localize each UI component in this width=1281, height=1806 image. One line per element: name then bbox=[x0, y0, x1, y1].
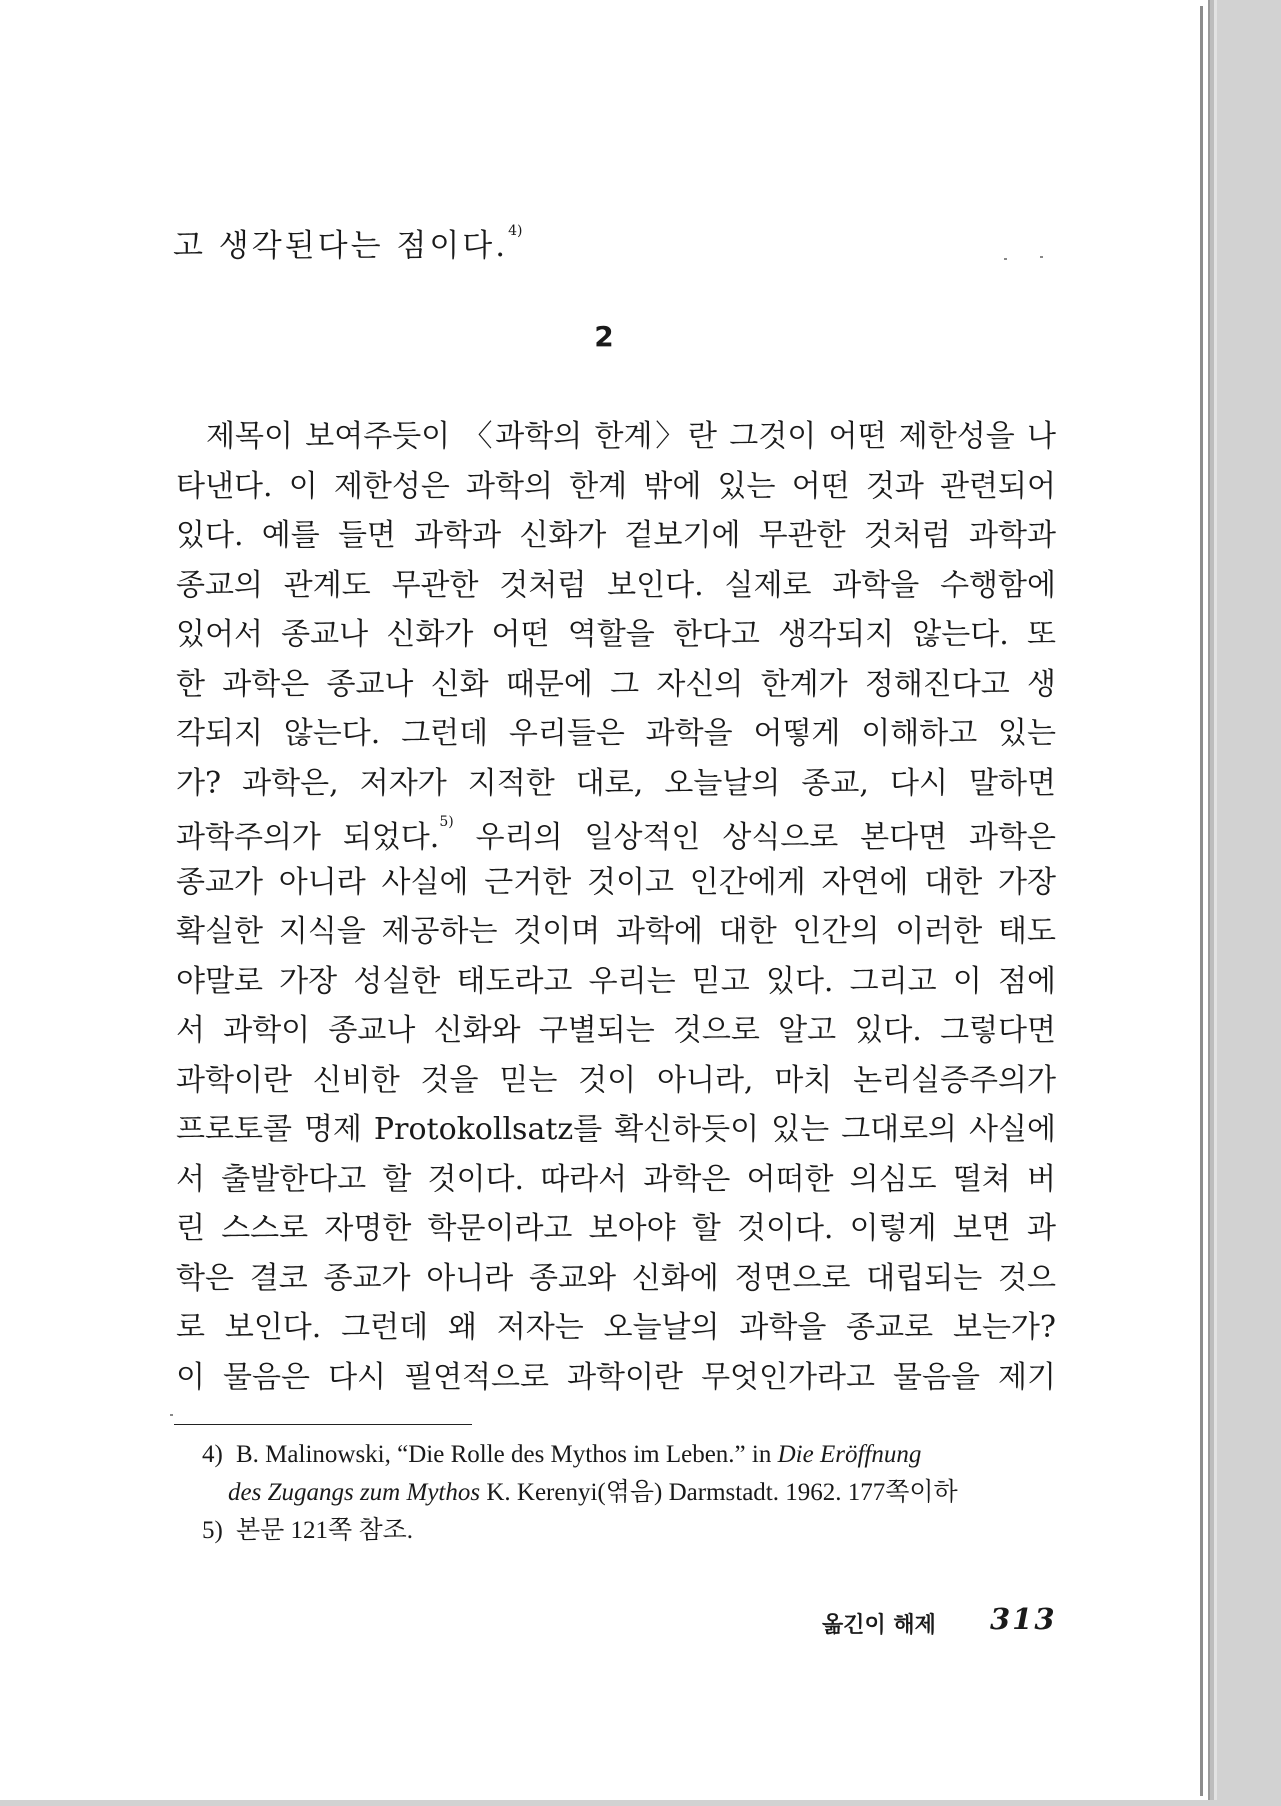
continued-sentence-text: 고 생각된다는 점이다. bbox=[173, 228, 509, 264]
footnote-4 bbox=[202, 1436, 1066, 1474]
text-line: 야말로 가장 성실한 태도라고 우리는 믿고 있다. 그리고 이 점에 bbox=[176, 963, 1056, 999]
text-line: 이 물음은 다시 필연적으로 과학이란 무엇인가라고 물음을 제기 bbox=[176, 1359, 1056, 1395]
text-line: 한 과학은 종교나 신화 때문에 그 자신의 한계가 정해진다고 생 bbox=[176, 666, 1056, 702]
text-line-part: 우리의 일상적인 상식으로 본다면 과학은 bbox=[475, 820, 1056, 855]
footnote-ref-4: 4) bbox=[508, 222, 523, 239]
text-line: 학은 결코 종교가 아니라 종교와 신화에 정면으로 대립되는 것으 bbox=[176, 1260, 1056, 1296]
text-line: 있어서 종교나 신화가 어떤 역할을 한다고 생각되지 않는다. 또 bbox=[176, 617, 1056, 652]
footnote-4-continued bbox=[202, 1474, 1066, 1512]
footnote-text: B. Malinowski, “Die Rolle des Mythos im Leben.” in bbox=[236, 1441, 778, 1468]
footnote-number: 4) bbox=[202, 1441, 223, 1468]
text-line: 종교가 아니라 사실에 근거한 것이고 인간에게 자연에 대한 가장 bbox=[176, 864, 1056, 900]
footnote-5 bbox=[202, 1512, 1066, 1550]
text-line-part: 과학주의가 되었다. bbox=[176, 820, 440, 855]
section-number: 2 bbox=[594, 320, 614, 353]
footnote-text: K. Kerenyi(엮음) Darmstadt. 1962. 177쪽이하 bbox=[480, 1479, 958, 1506]
text-line: 있다. 예를 들면 과학과 신화가 겉보기에 무관한 것처럼 과학과 bbox=[176, 518, 1056, 553]
footnotes bbox=[202, 1436, 1066, 1550]
footnote-number: 5) bbox=[202, 1517, 223, 1544]
scan-speck bbox=[170, 1414, 173, 1416]
text-line: 종교의 관계도 무관한 것처럼 보인다. 실제로 과학을 수행함에 bbox=[176, 567, 1056, 603]
text-line: 각되지 않는다. 그런데 우리들은 과학을 어떻게 이해하고 있는 bbox=[176, 716, 1056, 751]
text-line: 프로토콜 명제 Protokollsatz를 확신하듯이 있는 그대로의 사실에 bbox=[176, 1112, 1056, 1147]
page-number: 313 bbox=[990, 1602, 1057, 1636]
text-line: 가? 과학은, 저자가 지적한 대로, 오늘날의 종교, 다시 말하면 bbox=[176, 765, 1056, 801]
running-footer-title: 옮긴이 해제 bbox=[822, 1613, 936, 1638]
body-paragraph bbox=[176, 412, 1056, 1402]
text-line: 서 출발한다고 할 것이다. 따라서 과학은 어떠한 의심도 떨쳐 버 bbox=[176, 1161, 1056, 1197]
footnote-ref-5: 5) bbox=[439, 814, 454, 830]
text-line: 제목이 보여주듯이 〈과학의 한계〉란 그것이 어떤 제한성을 나 bbox=[206, 419, 1056, 454]
text-line: 린 스스로 자명한 학문이라고 보아야 할 것이다. 이렇게 보면 과 bbox=[176, 1211, 1056, 1246]
footnote-text: 본문 121쪽 참조. bbox=[236, 1517, 414, 1544]
text-line-with-note bbox=[176, 808, 1056, 858]
text-line: 타낸다. 이 제한성은 과학의 한계 밖에 있는 어떤 것과 관련되어 bbox=[176, 468, 1056, 504]
text-line: 과학이란 신비한 것을 믿는 것이 아니라, 마치 논리실증주의가 bbox=[176, 1062, 1056, 1098]
text-line: 서 과학이 종교나 신화와 구별되는 것으로 알고 있다. 그렇다면 bbox=[176, 1013, 1056, 1048]
continued-sentence bbox=[173, 220, 522, 265]
text-line: 로 보인다. 그런데 왜 저자는 오늘날의 과학을 종교로 보는가? bbox=[176, 1310, 1056, 1345]
footnote-title: Die Eröffnung bbox=[777, 1441, 922, 1468]
footnote-divider bbox=[174, 1424, 472, 1425]
footnote-title: des Zugangs zum Mythos bbox=[228, 1479, 481, 1506]
text-line: 확실한 지식을 제공하는 것이며 과학에 대한 인간의 이러한 태도 bbox=[176, 914, 1056, 949]
scan-speck bbox=[1004, 258, 1007, 260]
page-edge bbox=[1200, 6, 1203, 1796]
scan-speck bbox=[1040, 256, 1043, 258]
